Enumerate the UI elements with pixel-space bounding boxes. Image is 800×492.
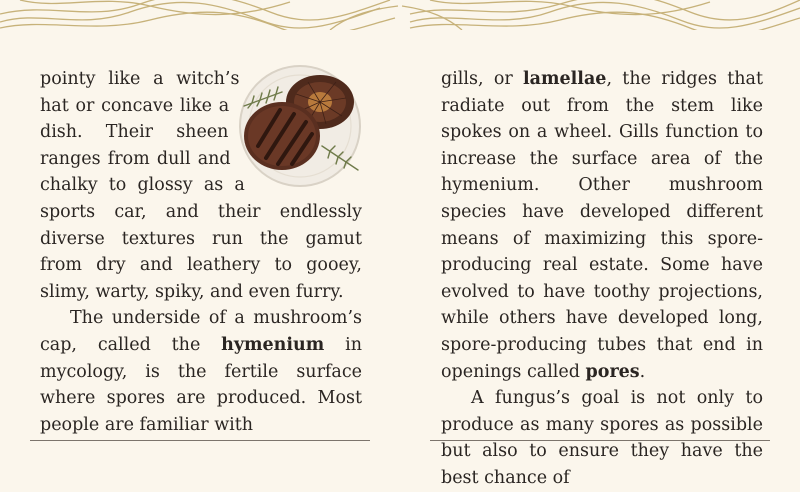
right-text-column [441, 66, 763, 492]
right-paragraph-1-text-b: , the ridges that radiate out from the stem like spokes on a wheel. Gills function to increase the surface area of the hymenium. Other mushroom species have developed different means of maximizing this spore-producing real estate. Some have evolved to have toothy projections, while others have developed long, spore-producing tubes that end in openings called [441, 69, 763, 382]
grilled-portobello-mushroom-plate-icon [236, 62, 364, 192]
left-paragraph-1-text: pointy like a witch’s hat or concave like a dish. Their sheen ranges from dull and chalky to glossy as a sports car, and their endlessly diverse textures run the gamut from dry and leathery to gooey, slimy, warty, spiky, and even furry. [40, 69, 362, 302]
right-paragraph-2-text: A fungus’s goal is not only to produce as many spores as possible but also to ensure they have the best chance of [441, 388, 763, 488]
left-paragraph-2 [40, 305, 362, 438]
right-paragraph-1-text-c: . [639, 361, 646, 382]
right-paragraph-2 [441, 385, 763, 491]
right-paragraph-1-text-a: gills, or [441, 69, 524, 89]
footer-rule-right [430, 440, 770, 441]
left-text-column [40, 66, 362, 438]
right-paragraph-1 [441, 66, 763, 385]
left-paragraph-2-text-a: The underside of a mushroom’s cap, called the [40, 308, 362, 355]
footer-rule-left [30, 440, 370, 441]
bold-term-pores: pores [585, 361, 640, 382]
decorative-wave-pattern [0, 0, 800, 30]
bold-term-lamellae: lamellae [523, 69, 607, 89]
bold-term-hymenium: hymenium [221, 334, 325, 355]
left-paragraph-2-text-b: in mycology, is the fertile surface where spores are produced. Most people are familiar with [40, 334, 362, 435]
